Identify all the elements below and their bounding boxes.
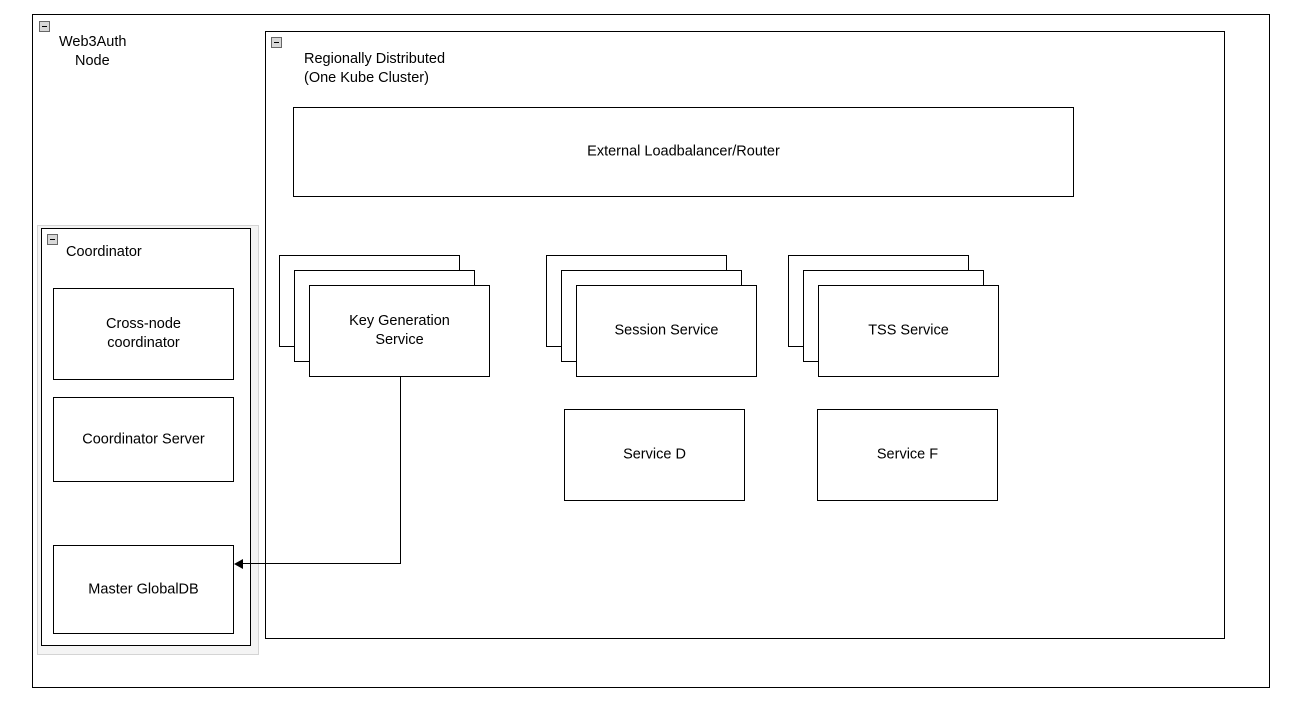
service-d-node[interactable] <box>564 409 745 501</box>
master-globaldb-label: Master GlobalDB <box>88 581 199 597</box>
service-f-label: Service F <box>876 446 939 463</box>
kube-cluster-label-line1: Regionally Distributed <box>304 51 446 67</box>
coordinator-label: Coordinator <box>66 244 142 260</box>
web3auth-node-label-line2: Node <box>75 53 110 69</box>
kube-cluster-collapse-icon[interactable] <box>271 37 282 48</box>
connector-keygen-to-globaldb-vertical <box>400 377 401 564</box>
coordinator-server-label: Coordinator Server <box>82 431 205 447</box>
coordinator-server-node[interactable] <box>53 397 234 482</box>
session-service-label: Session Service <box>614 322 719 339</box>
session-service-node[interactable] <box>576 285 757 377</box>
connector-keygen-to-globaldb-horizontal <box>243 563 401 564</box>
cross-node-coordinator-node[interactable] <box>53 288 234 380</box>
coordinator-collapse-icon[interactable] <box>47 234 58 245</box>
cross-node-coordinator-label-line2: coordinator <box>107 335 180 351</box>
key-generation-service-label-line1: Key Generation <box>349 313 450 329</box>
tss-service-node[interactable] <box>818 285 999 377</box>
tss-service-label: TSS Service <box>868 322 949 339</box>
web3auth-node-label-line1: Web3Auth <box>59 34 127 50</box>
connector-arrow-head-icon <box>234 559 243 569</box>
key-generation-service-label-line2: Service <box>375 332 424 348</box>
service-d-label: Service D <box>623 446 686 463</box>
cross-node-coordinator-label-line1: Cross-node <box>106 316 181 332</box>
kube-cluster-label-line2: (One Kube Cluster) <box>304 70 429 86</box>
external-loadbalancer-label: External Loadbalancer/Router <box>587 143 780 160</box>
master-globaldb-node[interactable] <box>53 545 234 634</box>
service-f-node[interactable] <box>817 409 998 501</box>
external-loadbalancer-node[interactable] <box>293 107 1074 197</box>
key-generation-service-node[interactable] <box>309 285 490 377</box>
web3auth-node-collapse-icon[interactable] <box>39 21 50 32</box>
